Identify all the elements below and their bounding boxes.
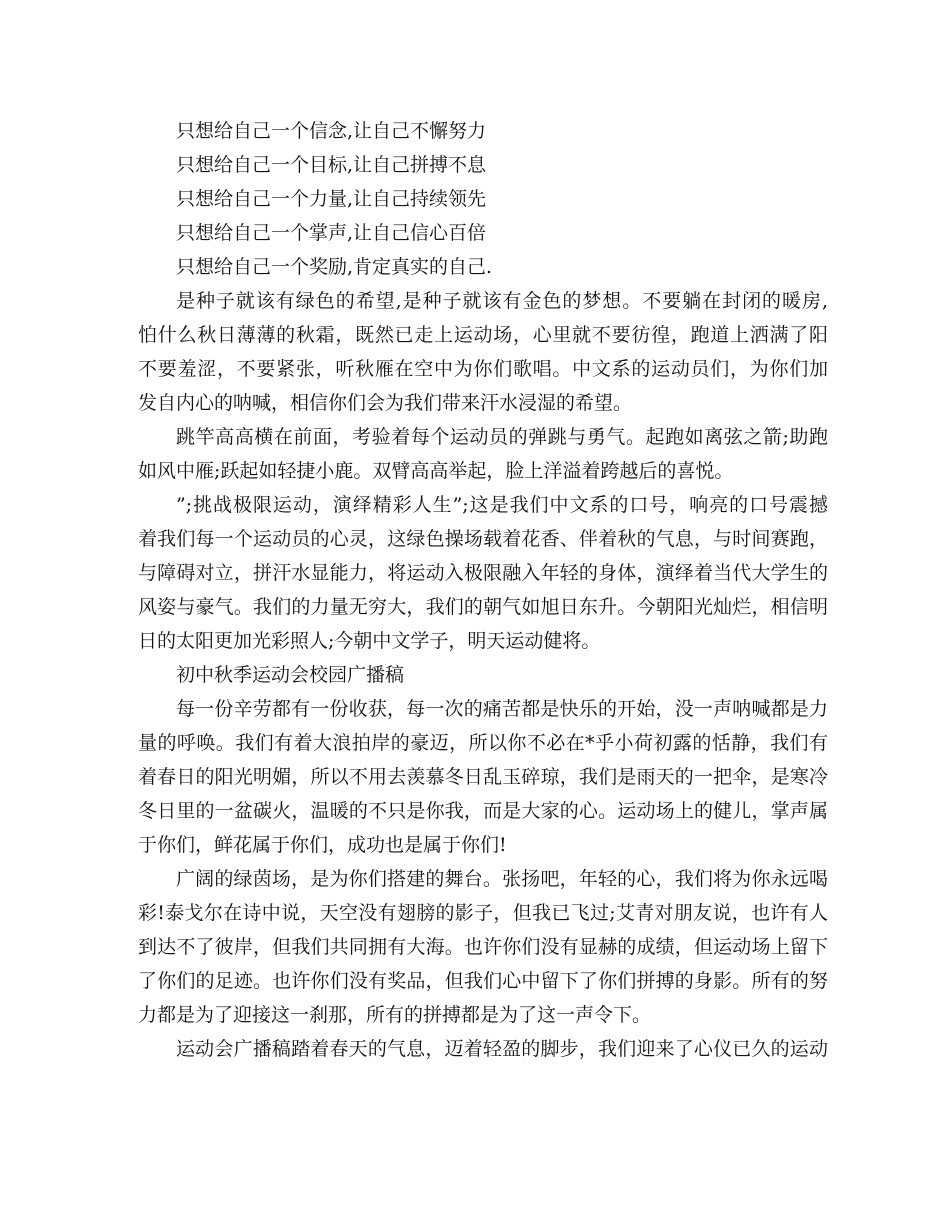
paragraph bbox=[138, 284, 828, 420]
paragraph-line: 风姿与豪气。我们的力量无穷大，我们的朝气如旭日东升。今朝阳光灿烂，相信明 bbox=[138, 596, 828, 618]
paragraph-line: 着春日的阳光明媚，所以不用去羡慕冬日乱玉碎琼，我们是雨天的一把伞，是寒冷 bbox=[138, 766, 828, 788]
paragraph-line: 发自内心的呐喊，相信你们会为我们带来汗水浸湿的希望。 bbox=[138, 392, 633, 414]
paragraph bbox=[138, 420, 828, 488]
paragraph-line: 了你们的足迹。也许你们没有奖品，但我们心中留下了你们拼搏的身影。所有的努 bbox=[138, 970, 828, 992]
paragraph-line: 怕什么秋日薄薄的秋霜，既然已走上运动场，心里就不要彷徨，跑道上洒满了阳 bbox=[138, 324, 828, 346]
poem-line: 只想给自己一个力量,让自己持续领先 bbox=[176, 188, 487, 210]
paragraph bbox=[138, 862, 828, 1032]
paragraph bbox=[138, 1032, 828, 1066]
paragraph-line: ”;挑战极限运动，演绎精彩人生”;这是我们中文系的口号，响亮的口号震撼 bbox=[176, 494, 828, 516]
section-heading-text: 初中秋季运动会校园广播稿 bbox=[176, 664, 405, 686]
section-heading bbox=[138, 658, 828, 692]
paragraph-line: 量的呼唤。我们有着大浪拍岸的豪迈，所以你不必在*乎小荷初露的恬静，我们有 bbox=[138, 732, 828, 754]
poem-line: 只想给自己一个掌声,让自己信心百倍 bbox=[176, 222, 487, 244]
poem-line: 只想给自己一个奖励,肯定真实的自己. bbox=[176, 256, 493, 278]
poem-line: 只想给自己一个目标,让自己拼搏不息 bbox=[176, 154, 487, 176]
paragraph-line: 不要羞涩，不要紧张，听秋雁在空中为你们歌唱。中文系的运动员们，为你们加 bbox=[138, 358, 828, 380]
paragraph-line: 每一份辛劳都有一份收获，每一次的痛苦都是快乐的开始，没一声呐喊都是力 bbox=[176, 698, 828, 720]
paragraph-line: 是种子就该有绿色的希望,是种子就该有金色的梦想。不要躺在封闭的暖房, bbox=[176, 290, 828, 312]
paragraph-line: 与障碍对立，拼汗水显能力，将运动入极限融入年轻的身体，演绎着当代大学生的 bbox=[138, 562, 828, 584]
paragraph-line: 跳竿高高横在前面，考验着每个运动员的弹跳与勇气。起跑如离弦之箭;助跑 bbox=[176, 426, 828, 448]
paragraph-line: 日的太阳更加光彩照人;今朝中文学子，明天运动健将。 bbox=[138, 630, 601, 652]
paragraph bbox=[138, 692, 828, 862]
paragraph-line: 于你们，鲜花属于你们，成功也是属于你们! bbox=[138, 834, 507, 856]
paragraph-line: 着我们每一个运动员的心灵，这绿色操场载着花香、伴着秋的气息，与时间赛跑， bbox=[138, 528, 828, 550]
paragraph-line: 彩!泰戈尔在诗中说，天空没有翅膀的影子，但我已飞过;艾青对朋友说，也许有人 bbox=[138, 902, 828, 924]
document-body bbox=[138, 114, 828, 1066]
paragraph-line: 力都是为了迎接这一刹那，所有的拼搏都是为了这一声令下。 bbox=[138, 1004, 652, 1026]
paragraph-line: 广阔的绿茵场，是为你们搭建的舞台。张扬吧，年轻的心，我们将为你永远喝 bbox=[176, 868, 828, 890]
paragraph-line: 到达不了彼岸，但我们共同拥有大海。也许你们没有显赫的成绩，但运动场上留下 bbox=[138, 936, 828, 958]
paragraph-line: 如风中雁;跃起如轻捷小鹿。双臂高高举起，脸上洋溢着跨越后的喜悦。 bbox=[138, 460, 734, 482]
paragraph-line: 冬日里的一盆碳火，温暖的不只是你我，而是大家的心。运动场上的健儿，掌声属 bbox=[138, 800, 828, 822]
paragraph-line: 运动会广播稿踏着春天的气息，迈着轻盈的脚步，我们迎来了心仪已久的运动 bbox=[176, 1038, 828, 1060]
poem-line: 只想给自己一个信念,让自己不懈努力 bbox=[176, 120, 487, 142]
paragraph bbox=[138, 488, 828, 658]
